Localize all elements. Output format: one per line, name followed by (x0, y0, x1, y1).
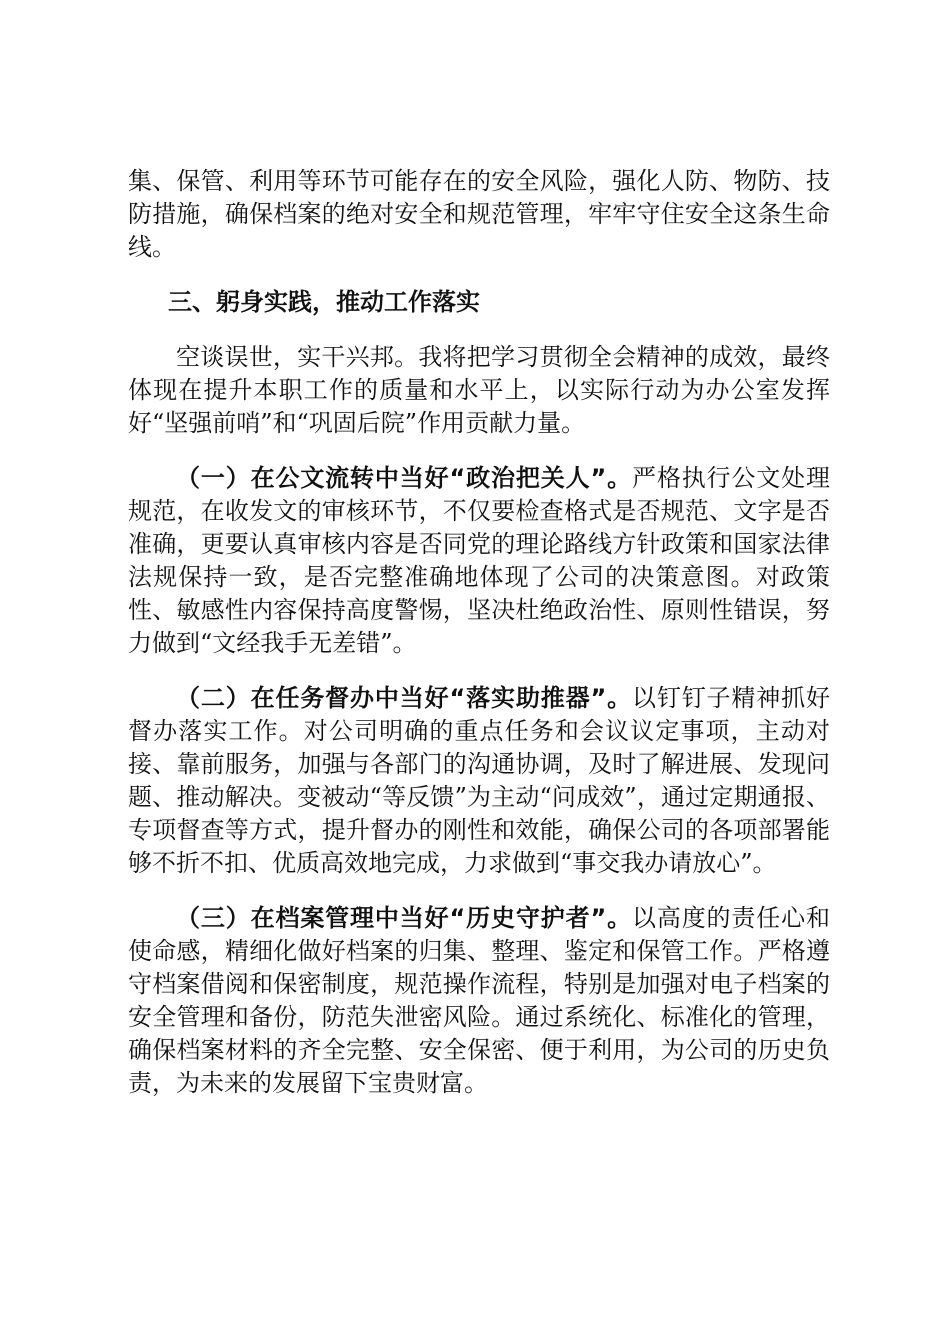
item-body-2: 以钉钉子精神抓好督办落实工作。对公司明确的重点任务和会议议定事项，主动对接、靠前服务，加强与各部门的沟通协调，及时了解进展、发现问题、推动解决。变被动“等反馈”为主动“问成效”，通过定期通报、专项督查等方式，提升督办的刚性和效能，确保公司的各项部署能够不折不扣、优质高效地完成，力求做到“事交我办请放心”。 (128, 684, 831, 877)
continuation-paragraph: 集、保管、利用等环节可能存在的安全风险，强化人防、物防、技防措施，确保档案的绝对安全和规范管理，牢牢守住安全这条生命线。 (128, 167, 830, 261)
item-lead-2: （二）在任务督办中当好“落实助推器”。 (176, 684, 632, 712)
item-paragraph-1 (128, 462, 830, 660)
intro-paragraph: 空谈误世，实干兴邦。我将把学习贯彻全会精神的成效，最终体现在提升本职工作的质量和水平上，以实际行动为办公室发挥好“坚强前哨”和“巩固后院”作用贡献力量。 (128, 343, 830, 437)
item-body-3: 以高度的责任心和使命感，精细化做好档案的归集、整理、鉴定和保管工作。严格遵守档案借阅和保密制度，规范操作流程，特别是加强对电子档案的安全管理和备份，防范失泄密风险。通过系统化、标准化的管理，确保档案材料的齐全完整、安全保密、便于利用，为公司的历史负责，为未来的发展留下宝贵财富。 (128, 904, 831, 1097)
item-body-1: 严格执行公文处理规范，在收发文的审核环节，不仅要检查格式是否规范、文字是否准确，更要认真审核内容是否同党的理论路线方针政策和国家法律法规保持一致，是否完整准确地体现了公司的决策意图。对政策性、敏感性内容保持高度警惕，坚决杜绝政治性、原则性错误，努力做到“文经我手无差错”。 (128, 464, 831, 657)
item-paragraph-3 (128, 902, 830, 1100)
section-heading: 三、躬身实践，推动工作落实 (168, 288, 480, 316)
item-lead-3: （三）在档案管理中当好“历史守护者”。 (176, 904, 632, 932)
item-paragraph-2 (128, 682, 830, 880)
item-lead-1: （一）在公文流转中当好“政治把关人”。 (176, 464, 632, 492)
document-page (128, 165, 830, 1122)
